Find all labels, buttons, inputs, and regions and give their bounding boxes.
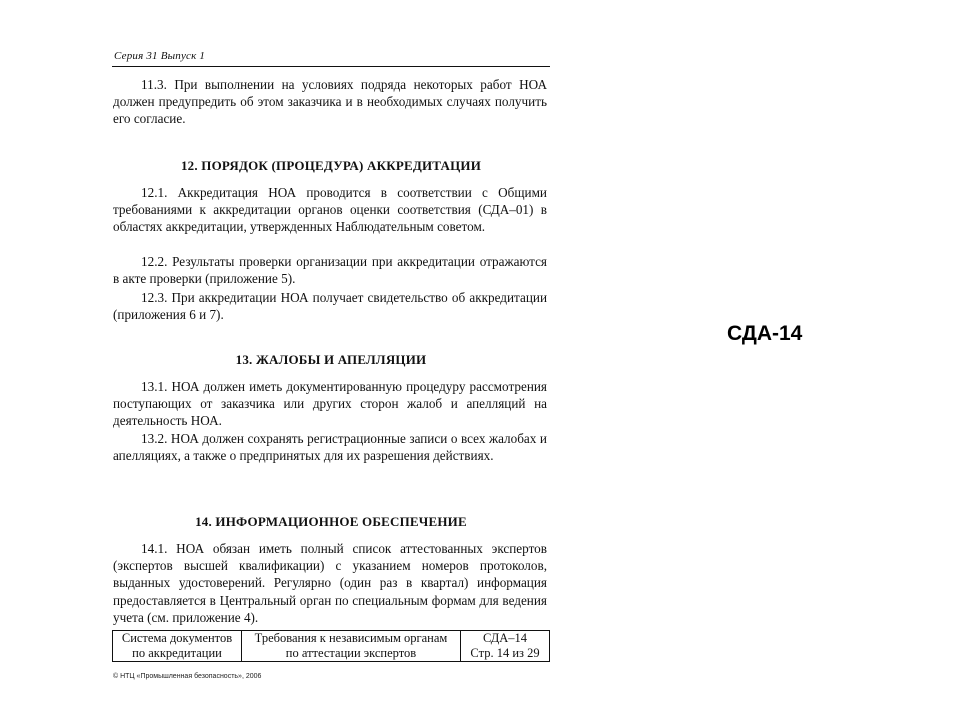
footer-doc-code: СДА–14 — [482, 631, 528, 645]
copyright-note: © НТЦ «Промышленная безопасность», 2006 — [113, 673, 262, 680]
paragraph-12-2: 12.2. Результаты проверки организации при аккредитации отражаются в акте проверки (приложение 5). — [113, 254, 547, 287]
heading-section-13: 13. ЖАЛОБЫ И АПЕЛЛЯЦИИ — [235, 352, 427, 367]
footer-system-cell — [113, 631, 242, 662]
paragraph-14-1: 14.1. НОА обязан иметь полный список аттестованных экспертов (экспертов высшей квалификации) с указанием номеров протоколов, выданных удостоверений. Регулярно (один раз в квартал) информация предоставляется в Центральный орган по специальным формам для ведения учета (см. приложение 4). — [113, 541, 547, 625]
paragraph-13-1: 13.1. НОА должен иметь документированную процедуру рассмотрения поступающих от заказчика или других сторон жалоб и апелляций на деятельность НОА. — [113, 379, 547, 429]
footer-code-cell — [461, 631, 550, 662]
header-rule — [112, 66, 550, 67]
heading-section-12: 12. ПОРЯДОК (ПРОЦЕДУРА) АККРЕДИТАЦИИ — [180, 158, 482, 173]
footer-title-cell — [242, 631, 461, 662]
footer-title-line2: по аттестации экспертов — [285, 646, 417, 660]
series-header: Серия 31 Выпуск 1 — [114, 50, 206, 62]
footer-system-line1: Система документов — [121, 631, 233, 645]
footer-title-line1: Требования к независимым органам — [254, 631, 448, 645]
footer-system-line2: по аккредитации — [132, 646, 222, 660]
footer-table — [112, 630, 550, 662]
heading-section-14: 14. ИНФОРМАЦИОННОЕ ОБЕСПЕЧЕНИЕ — [195, 514, 467, 529]
document-code-label: СДА-14 — [727, 322, 803, 345]
paragraph-13-2: 13.2. НОА должен сохранять регистрационные записи о всех жалобах и апелляциях, а также о предпринятых для их разрешения действиях. — [113, 431, 547, 464]
paragraph-12-3: 12.3. При аккредитации НОА получает свидетельство об аккредитации (приложения 6 и 7). — [113, 290, 547, 323]
paragraph-12-1: 12.1. Аккредитация НОА проводится в соответствии с Общими требованиями к аккредитации органов оценки соответствия (СДА–01) в областях аккредитации, утвержденных Наблюдательным советом. — [113, 185, 547, 235]
paragraph-11-3: 11.3. При выполнении на условиях подряда некоторых работ НОА должен предупредить об этом заказчика и в необходимых случаях получить его согласие. — [113, 77, 547, 127]
footer-page-number: Стр. 14 из 29 — [470, 646, 540, 660]
